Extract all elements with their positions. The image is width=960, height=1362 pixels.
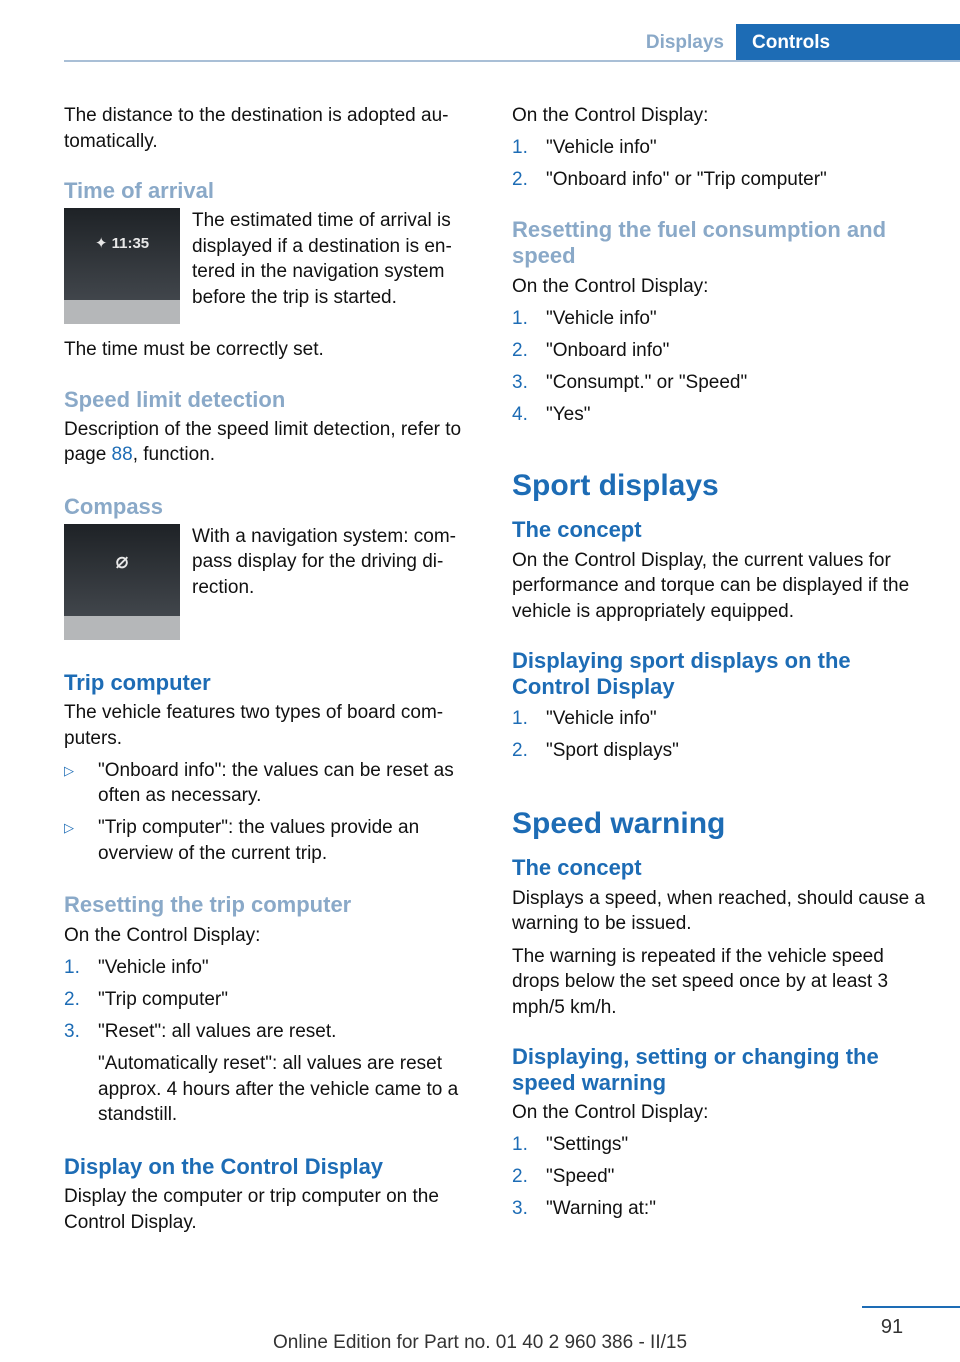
list-item: 4. "Yes" xyxy=(512,403,591,425)
list-item: ▷ "Onboard info": the values can be reset as often as necessary. xyxy=(64,759,454,806)
page-header xyxy=(0,24,960,62)
left-column xyxy=(64,103,474,1235)
compass-heading: Compass xyxy=(64,493,164,519)
display-control-text: Display the computer or trip computer on the Control Display. xyxy=(64,1186,439,1233)
warning-concept-heading: The concept xyxy=(512,855,642,880)
trip-computer-list xyxy=(64,758,474,867)
list-item: 2. "Onboard info" or "Trip computer" xyxy=(512,169,827,190)
page-number: 91 xyxy=(880,1316,904,1338)
warning-text-2: The warning is repeated if the vehicle speed drops below the set speed once by at least 3 mph/5 km/h. xyxy=(512,945,889,1018)
flag-clock-icon: ✦ 11:35 xyxy=(94,235,150,252)
reset-lead: On the Control Display: xyxy=(64,925,261,946)
time-of-arrival-heading: Time of arrival xyxy=(64,178,214,203)
speed-limit-heading: Speed limit detection xyxy=(64,386,286,412)
speed-limit-text: Description of the speed limit detection, refer to page 88, function. xyxy=(64,418,462,465)
warning-lead: On the Control Display: xyxy=(512,1102,709,1123)
list-item: 2. "Sport displays" xyxy=(512,739,679,761)
fuel-steps xyxy=(512,306,932,428)
list-item: 2. "Speed" xyxy=(512,1166,615,1187)
edition-line: Online Edition for Part no. 01 40 2 960 386 - II/15 xyxy=(272,1332,688,1353)
list-item: 3. "Warning at:" xyxy=(512,1198,656,1219)
header-rule xyxy=(64,60,960,62)
trip-computer-heading: Trip computer xyxy=(64,669,211,695)
intro-text: The distance to the destination is adopted au-tomatically. xyxy=(64,105,449,152)
reset-fuel-heading: Resetting the fuel consumption and speed xyxy=(512,216,887,268)
compass-block xyxy=(64,524,474,640)
display-steps xyxy=(512,135,932,193)
time-note: The time must be correctly set. xyxy=(64,339,324,360)
list-item: 2. "Trip computer" xyxy=(64,989,228,1010)
warning-text-1: Displays a speed, when reached, should cause a warning to be issued. xyxy=(512,887,925,934)
list-item: 1. "Vehicle info" xyxy=(512,307,657,329)
sport-displays-heading: Sport displays xyxy=(512,469,719,502)
display-control-heading: Display on the Control Display xyxy=(64,1153,384,1179)
list-item: 2. "Onboard info" xyxy=(512,339,670,361)
list-item: 1. "Settings" xyxy=(512,1134,629,1155)
speed-warning-set-heading: Displaying, setting or changing the speed warning xyxy=(512,1044,879,1095)
reset-steps xyxy=(64,955,474,1128)
sport-steps xyxy=(512,706,932,764)
list-item: "Automatically reset": all values are reset approx. 4 hours after the vehicle came to a standstill. xyxy=(98,1053,459,1125)
arrival-text: The estimated time of arrival is displayed if a destination is en-tered in the navigation system before the trip is started. xyxy=(192,210,452,308)
list-item: 1. "Vehicle info" xyxy=(512,707,657,729)
page-link-88[interactable]: 88 xyxy=(111,444,133,465)
list-item: 1. "Vehicle info" xyxy=(512,137,657,158)
right-column xyxy=(512,103,932,1222)
warning-steps xyxy=(512,1132,932,1222)
sport-concept-heading: The concept xyxy=(512,517,642,542)
trip-computer-text: The vehicle features two types of board com-puters. xyxy=(64,702,444,749)
compass-text: With a navigation system: com-pass display for the driving di-rection. xyxy=(192,525,456,598)
sport-concept-text: On the Control Display, the current values for performance and torque can be displayed if the vehicle is appropriately equipped. xyxy=(512,549,910,622)
fuel-lead: On the Control Display: xyxy=(512,275,709,297)
time-of-arrival-block xyxy=(64,208,474,324)
control-display-lead: On the Control Display: xyxy=(512,105,709,126)
footer-rule xyxy=(862,1306,960,1308)
arrival-display-image xyxy=(64,208,180,324)
list-item: 3. "Consumpt." or "Speed" xyxy=(512,371,748,393)
chapter-tab: Controls xyxy=(736,24,960,62)
reset-trip-heading: Resetting the trip computer xyxy=(64,892,352,917)
sport-display-heading: Displaying sport displays on the Control Display xyxy=(512,648,851,699)
section-label: Displays xyxy=(645,32,724,53)
list-item: ▷ "Trip computer": the values provide an overview of the current trip. xyxy=(64,817,420,864)
compass-icon: ⌀ xyxy=(115,547,129,573)
list-item: 1. "Vehicle info" xyxy=(64,957,209,978)
compass-display-image xyxy=(64,524,180,640)
speed-warning-heading: Speed warning xyxy=(512,807,726,840)
list-item: 3. "Reset": all values are reset. xyxy=(64,1021,337,1042)
